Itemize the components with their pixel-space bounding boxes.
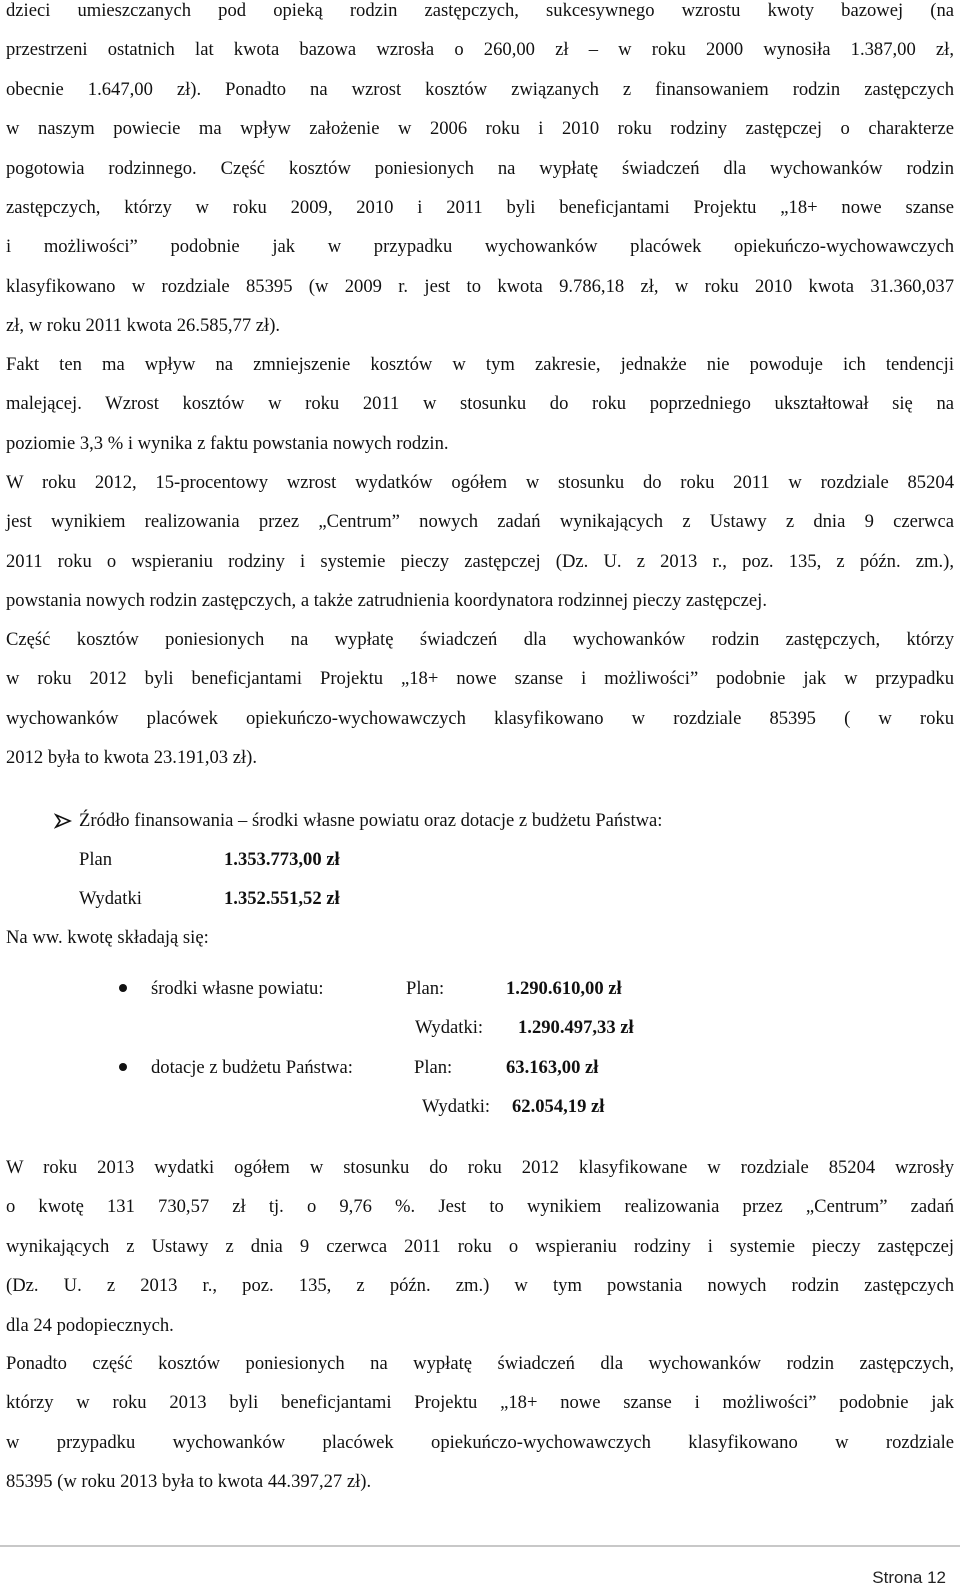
paragraph-5: [6, 1148, 954, 1345]
paragraph-1: [6, 0, 954, 346]
funding-item-name: dotacje z budżetu Państwa:: [151, 1057, 353, 1078]
funding-item-plan-value: 63.163,00 zł: [506, 1057, 599, 1078]
text-line: Fakt ten ma wpływ na zmniejszenie kosztów w tym zakresie, jednakże nie powoduje ich tendencji: [6, 354, 954, 375]
text-line: w roku 2012 byli beneficjantami Projektu „18+ nowe szanse i możliwości” podobnie jak w przypadku: [6, 668, 954, 690]
paragraph-3: [6, 463, 954, 621]
funding-item-spent-value: 62.054,19 zł: [512, 1096, 605, 1117]
paragraph-4: [6, 620, 954, 778]
text-line: 2012 była to kwota 23.191,03 zł).: [6, 747, 257, 769]
text-line: pogotowia rodzinnego. Część kosztów poniesionych na wypłatę świadczeń dla wychowanków rodzin: [6, 157, 954, 179]
text-line: zł, w roku 2011 kwota 26.585,77 zł).: [6, 315, 281, 337]
text-line: W roku 2012, 15-procentowy wzrost wydatków ogółem w stosunku do roku 2011 w rozdziale 85204: [6, 472, 954, 493]
page-number: Strona 12: [872, 1568, 946, 1587]
text-line: malejącej. Wzrost kosztów w roku 2011 w stosunku do roku poprzedniego ukształtował się na: [6, 393, 954, 415]
text-line: w przypadku wychowanków placówek opiekuńczo-wychowawczych klasyfikowano w rozdziale: [6, 1431, 954, 1453]
text-line: zastępczych, którzy w roku 2009, 2010 i 2011 byli beneficjantami Projektu „18+ nowe szanse: [6, 197, 954, 219]
text-line: jest wynikiem realizowania przez „Centrum” nowych zadań wynikających z Ustawy z dnia 9 czerwca: [6, 511, 954, 533]
funding-item-plan-value: 1.290.610,00 zł: [506, 978, 622, 999]
bullet-icon: [119, 984, 127, 992]
plan-value: 1.353.773,00 zł: [224, 849, 340, 870]
text-line: przestrzeni ostatnich lat kwota bazowa wzrosła o 260,00 zł – w roku 2000 wynosiła 1.387,00 zł,: [6, 39, 954, 61]
text-line: wychowanków placówek opiekuńczo-wychowawczych klasyfikowano w rozdziale 85395 ( w roku: [6, 707, 954, 729]
text-line: i możliwości” podobnie jak w przypadku wychowanków placówek opiekuńczo-wychowawczych: [6, 236, 954, 258]
text-line: wynikających z Ustawy z dnia 9 czerwca 2011 roku o wspieraniu rodziny i systemie pieczy zastępczej: [6, 1235, 954, 1257]
text-line: o kwotę 131 730,57 zł tj. o 9,76 %. Jest to wynikiem realizowania przez „Centrum” zadań: [6, 1196, 954, 1218]
paragraph-2: [6, 345, 954, 463]
breakdown-intro: Na ww. kwotę składają się:: [6, 927, 209, 948]
text-line: (Dz. U. z 2013 r., poz. 135, z późn. zm.) w tym powstania nowych rodzin zastępczych: [6, 1275, 954, 1297]
text-line: 85395 (w roku 2013 była to kwota 44.397,27 zł).: [6, 1471, 372, 1493]
plan-label: Plan: [79, 849, 113, 870]
funding-item-name: środki własne powiatu:: [151, 978, 324, 999]
text-line: 2011 roku o wspieraniu rodziny i systemie pieczy zastępczej (Dz. U. z 2013 r., poz. 135, z późn. zm.),: [6, 550, 954, 572]
text-line: poziomie 3,3 % i wynika z faktu powstania nowych rodzin.: [6, 432, 449, 454]
arrow-bullet-icon: [54, 813, 72, 829]
text-line: w naszym powiecie ma wpływ założenie w 2006 roku i 2010 roku rodziny zastępczej o charakterze: [6, 118, 954, 140]
text-line: którzy w roku 2013 byli beneficjantami Projektu „18+ nowe szanse i możliwości” podobnie jak: [6, 1392, 954, 1414]
text-line: dzieci umieszczanych pod opieką rodzin zastępczych, sukcesywnego wzrostu kwoty bazowej (na: [6, 0, 954, 21]
funding-item-spent-label: Wydatki:: [422, 1096, 491, 1117]
paragraph-6: [6, 1344, 954, 1502]
funding-item-spent-label: Wydatki:: [415, 1017, 484, 1038]
text-line: dla 24 podopiecznych.: [6, 1314, 174, 1336]
funding-item-spent-value: 1.290.497,33 zł: [518, 1017, 634, 1038]
text-line: klasyfikowano w rozdziale 85395 (w 2009 r. jest to kwota 9.786,18 zł, w roku 2010 kwota 31.360,037: [6, 275, 954, 297]
text-line: Część kosztów poniesionych na wypłatę świadczeń dla wychowanków rodzin zastępczych, którzy: [6, 629, 954, 650]
text-line: Ponadto część kosztów poniesionych na wypłatę świadczeń dla wychowanków rodzin zastępczych,: [6, 1353, 954, 1374]
spent-value: 1.352.551,52 zł: [224, 888, 340, 909]
funding-item-plan-label: Plan:: [406, 978, 445, 999]
text-line: W roku 2013 wydatki ogółem w stosunku do roku 2012 klasyfikowane w rozdziale 85204 wzrosły: [6, 1157, 954, 1178]
funding-item-plan-label: Plan:: [414, 1057, 453, 1078]
spent-label: Wydatki: [79, 888, 142, 909]
bullet-icon: [119, 1063, 127, 1071]
text-line: powstania nowych rodzin zastępczych, a także zatrudnienia koordynatora rodzinnej pieczy zastępczej.: [6, 590, 767, 612]
funding-heading: Źródło finansowania – środki własne powiatu oraz dotacje z budżetu Państwa:: [79, 810, 663, 831]
footer-divider: [0, 1545, 960, 1547]
text-line: obecnie 1.647,00 zł). Ponadto na wzrost kosztów związanych z finansowaniem rodzin zastępczych: [6, 78, 954, 100]
